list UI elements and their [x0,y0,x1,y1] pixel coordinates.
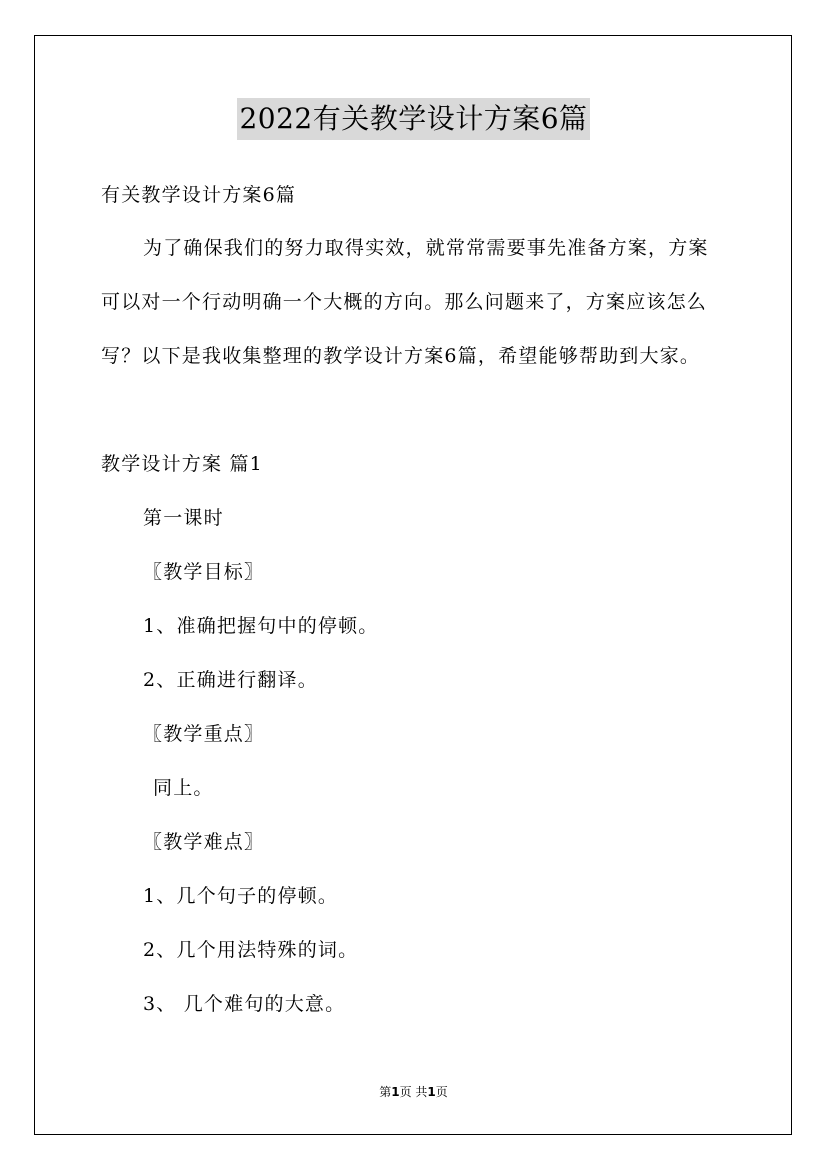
goals-heading: 〖教学目标〗 [143,561,265,583]
footer-total-pages: 1 [427,1085,436,1099]
title-container [0,98,827,140]
footer-mid: 页 共 [399,1085,428,1099]
intro-line: 可以对一个行动明确一个大概的方向。那么问题来了，方案应该怎么 [101,291,708,313]
page-footer [0,1084,827,1100]
footer-prefix: 第 [379,1085,392,1099]
section-heading: 教学设计方案 篇1 [101,453,263,475]
document-title: 2022有关教学设计方案6篇 [237,98,589,140]
key-heading: 〖教学重点〗 [143,723,265,745]
intro-line: 写？以下是我收集整理的教学设计方案6篇，希望能够帮助到大家。 [101,345,701,367]
difficulty-heading: 〖教学难点〗 [143,831,265,853]
difficulty-item: 2、几个用法特殊的词。 [143,939,359,961]
difficulty-item: 3、 几个难句的大意。 [143,993,346,1015]
lesson-label: 第一课时 [143,507,224,529]
footer-page-number: 1 [391,1085,400,1099]
footer-suffix: 页 [435,1085,448,1099]
intro-line: 为了确保我们的努力取得实效，就常常需要事先准备方案，方案 [143,237,709,259]
difficulty-item: 1、几个句子的停顿。 [143,885,339,907]
goal-item: 2、正确进行翻译。 [143,669,318,691]
key-text: 同上。 [153,777,214,799]
document-subtitle: 有关教学设计方案6篇 [101,184,297,206]
goal-item: 1、准确把握句中的停顿。 [143,615,379,637]
